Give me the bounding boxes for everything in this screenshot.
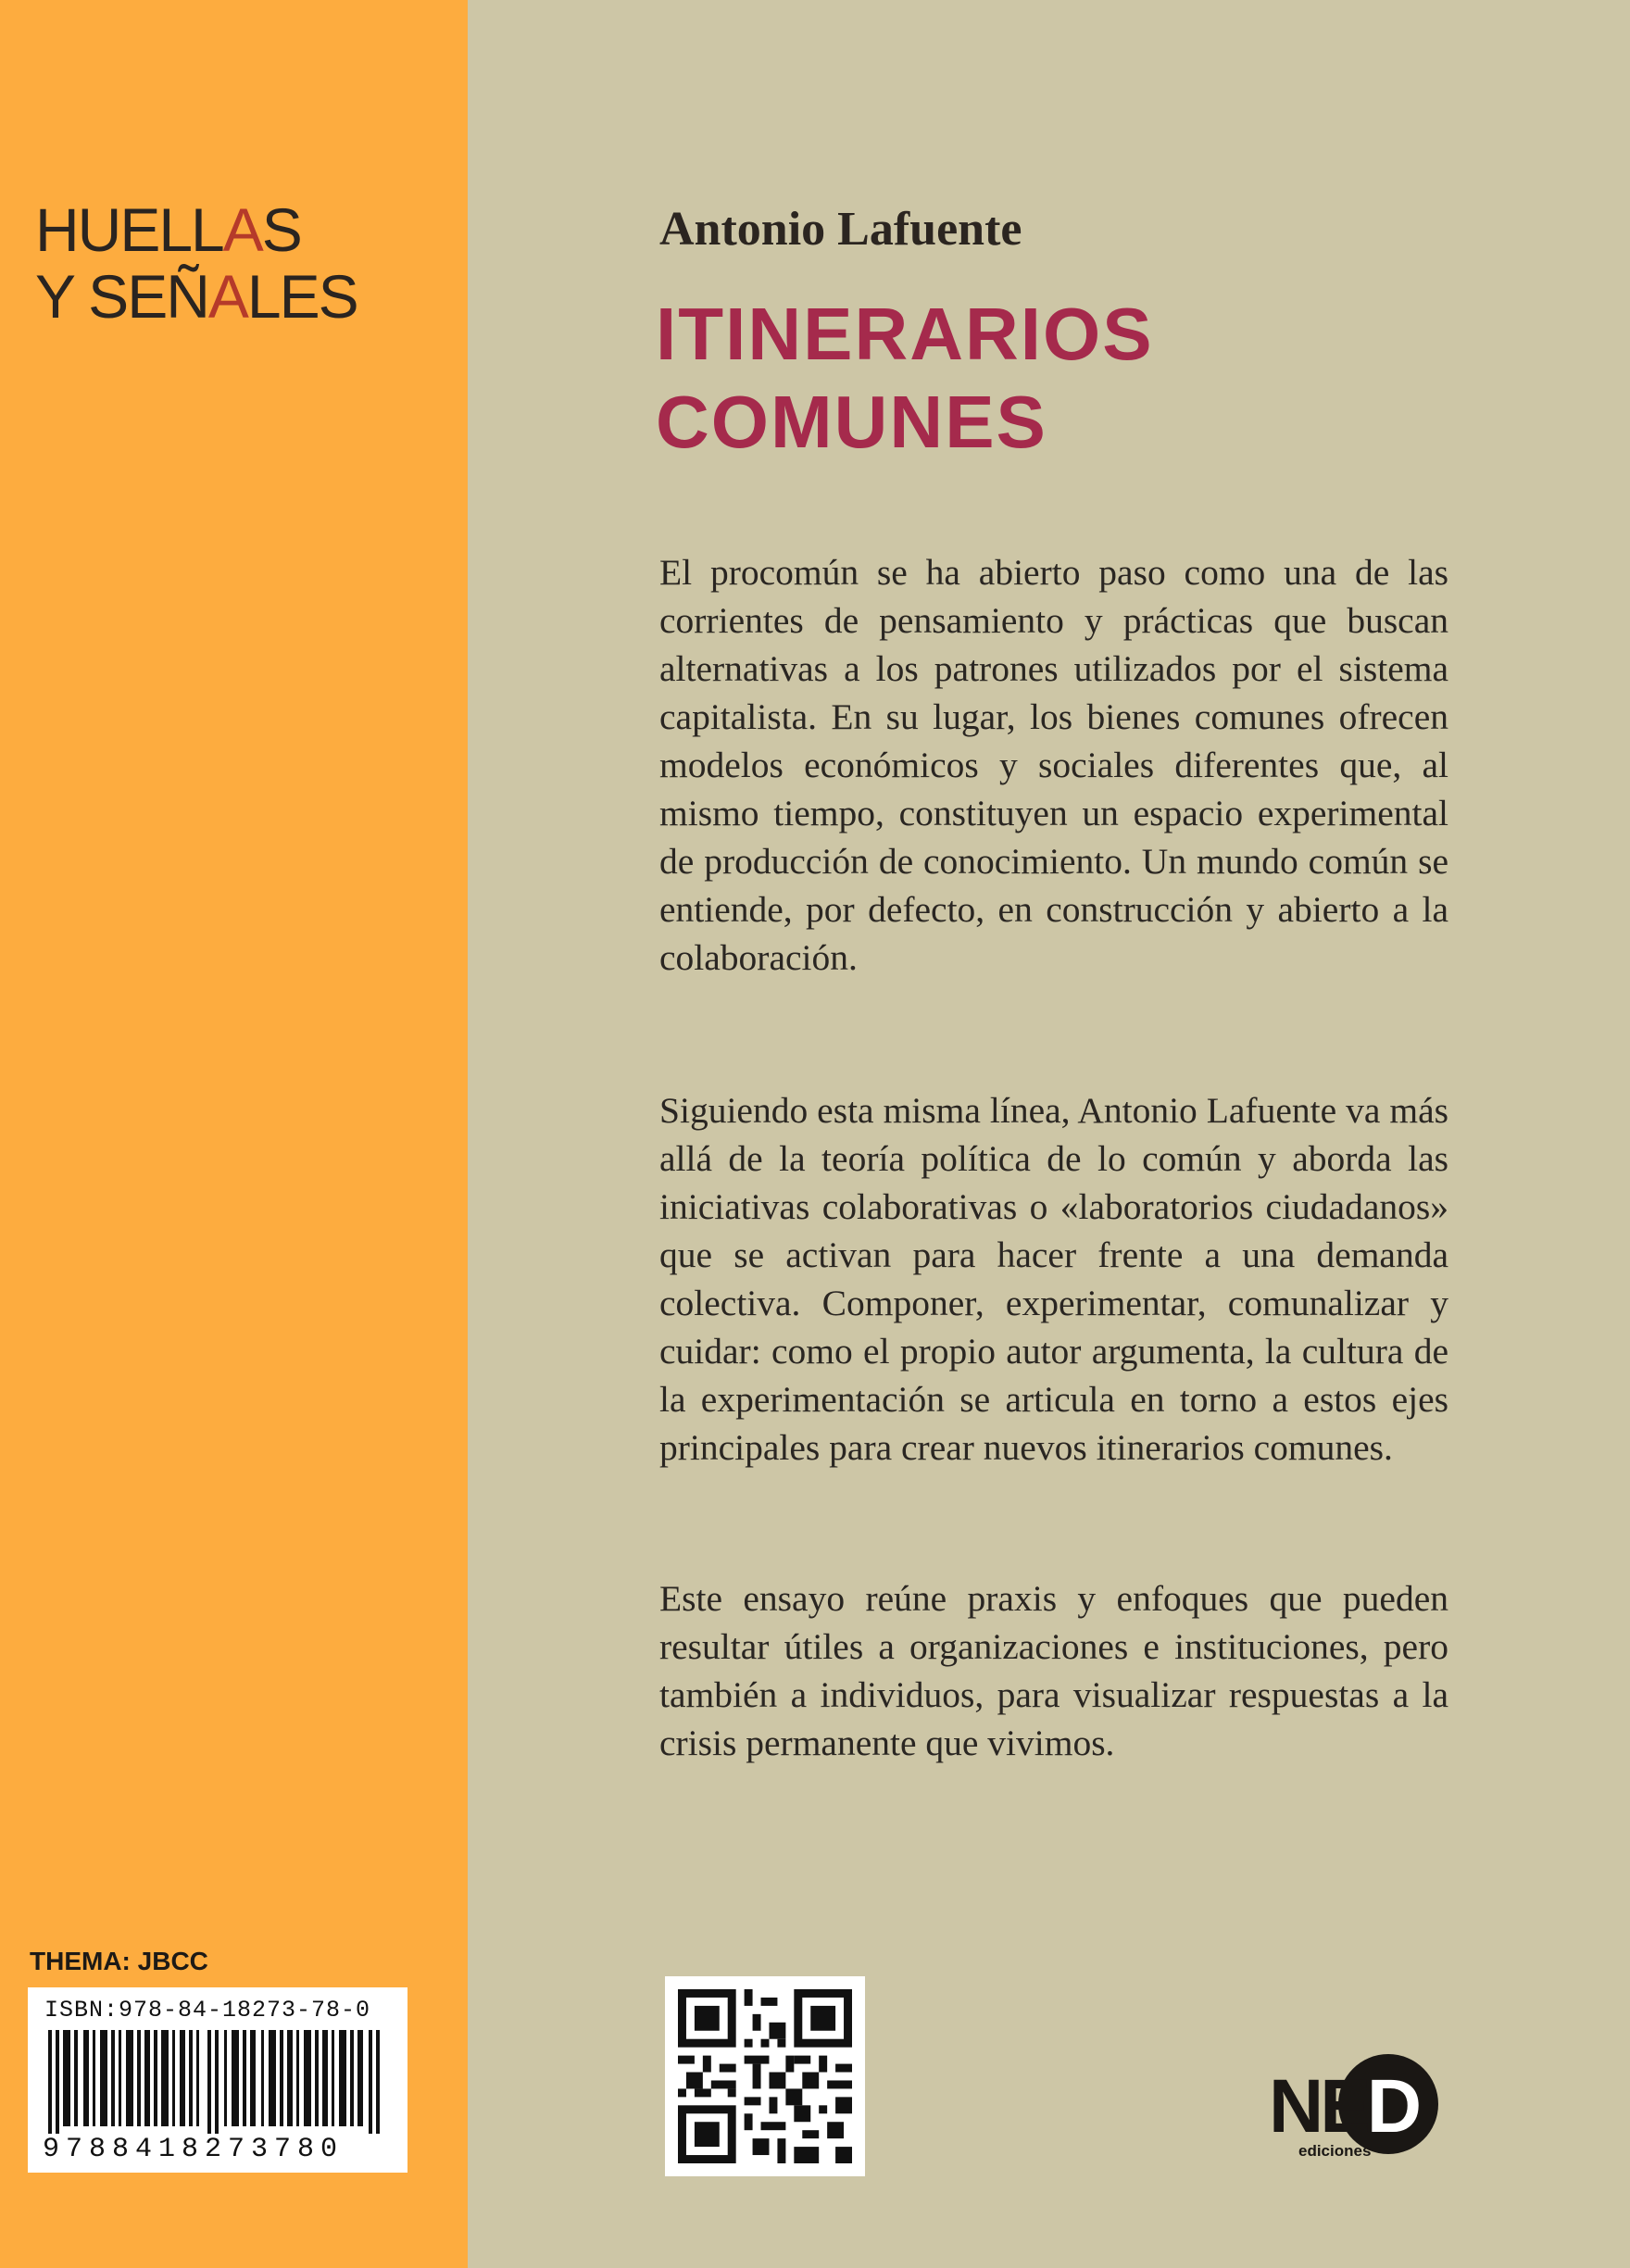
left-color-band xyxy=(0,0,468,2268)
qr-code-icon xyxy=(678,1989,852,2163)
isbn-text: ISBN:978-84-18273-78-0 xyxy=(44,1997,371,2024)
barcode-icon xyxy=(48,2030,387,2134)
series-logo-line2: Y SEÑALES xyxy=(35,262,357,331)
series-logo-line1: HUELLAS xyxy=(35,195,301,264)
publisher-mark: NED xyxy=(1269,2064,1419,2149)
book-title-line2: COMUNES xyxy=(656,381,1047,463)
author-name: Antonio Lafuente xyxy=(659,203,1022,256)
thema-code: THEMA: JBCC xyxy=(30,1947,208,1975)
series-logo xyxy=(35,196,357,330)
book-title-line1: ITINERARIOS xyxy=(656,293,1154,375)
blurb-paragraph-3: Este ensayo reúne praxis y enfoques que pueden resultar útiles a organizaciones e instituciones, pero también a individuos, para visualizar respuestas a la crisis permanente que vivimos. xyxy=(659,1578,1448,1763)
publisher-sub: ediciones xyxy=(1298,2142,1372,2160)
publisher-logo xyxy=(1263,2047,1448,2167)
qr-code xyxy=(665,1976,865,2176)
blurb-paragraph-2: Siguiendo esta misma línea, Antonio Lafuente va más allá de la teoría política de lo común y aborda las iniciativas colaborativas o «laboratorios ciudadanos» que se activan para hacer frente a una demanda colectiva. Componer, experimentar, comunalizar y cuidar: como el propio autor argumenta, la cultura de la experimentación se articula en torno a estos ejes principales para crear nuevos itinerarios comunes. xyxy=(659,1090,1448,1468)
blurb-paragraph-1: El procomún se ha abierto paso como una de las corrientes de pensamiento y prácticas que buscan alternativas a los patrones utilizados por el sistema capitalista. En su lugar, los bienes comunes ofrecen modelos económicos y sociales diferentes que, al mismo tiempo, constituyen un espacio experimental de producción de conocimiento. Un mundo común se entiende, por defecto, en construcción y abierto a la colaboración. xyxy=(659,552,1448,978)
ean-digits: 9788418273780 xyxy=(43,2134,345,2165)
isbn-barcode xyxy=(28,1987,408,2173)
